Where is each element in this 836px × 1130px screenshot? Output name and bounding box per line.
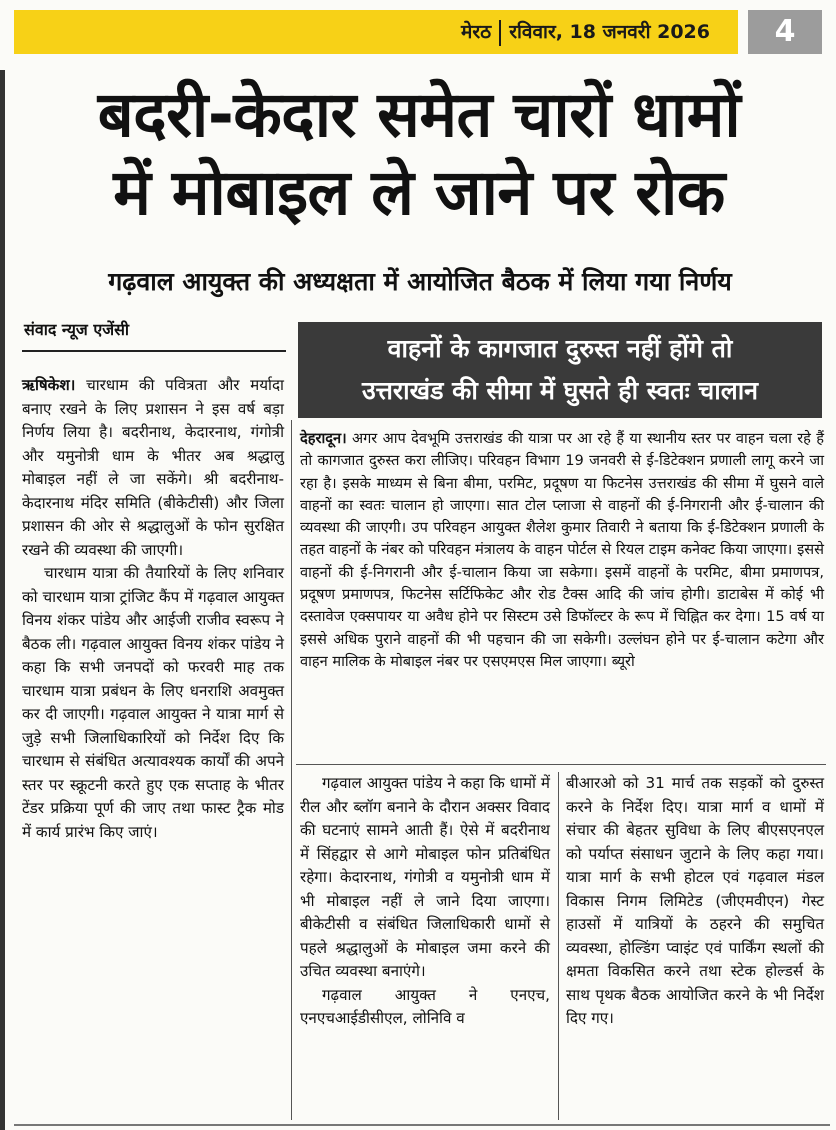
dateline-divider: [499, 20, 501, 46]
dateline: [461, 10, 710, 54]
article-paragraph-5: बीआरओ को 31 मार्च तक सड़कों को दुरुस्त करने के निर्देश दिए। यात्रा मार्ग व धामों में संचार की बेहतर सुविधा के लिए बीएसएनएल को पर्याप्त संसाधन जुटाने के लिए कहा गया। यात्रा मार्ग के सभी होटल एवं गढ़वाल मंडल विकास निगम लिमिटेड (जीएमवीएन) गेस्ट हाउसों में यात्रियों के ठहरने की समुचित व्यवस्था, होल्डिंग प्वाइंट एवं पार्किंग स्थलों की क्षमता विकसित करने तथा स्टेक होल्डर्स के साथ पृथक बैठक आयोजित करने के भी निर्देश दिए गए।: [566, 774, 824, 1027]
main-headline: [8, 76, 830, 232]
article-paragraph-4: गढ़वाल आयुक्त ने एनएच, एनएचआईडीसीएल, लोनिवि व: [300, 985, 550, 1027]
page-number: 4: [748, 10, 822, 54]
edition-date: रविवार, 18 जनवरी 2026: [509, 21, 710, 43]
byline: संवाद न्यूज एजेंसी: [24, 320, 130, 339]
column-divider-2: [558, 772, 559, 1120]
sidebar-paragraph: [300, 428, 824, 673]
sidebar-body-text: अगर आप देवभूमि उत्तराखंड की यात्रा पर आ रहे हैं या स्थानीय स्तर पर वाहन चला रहे हैं तो कागजात दुरुस्त करा लीजिए। परिवहन विभाग 19 जनवरी से ई-डिटेक्शन प्रणाली लागू करने जा रहा है। इसके माध्यम से बिना बीमा, परमिट, प्रदूषण या फिटनेस उत्तराखंड की सीमा में घुसने वाले वाहनों का स्वतः चालान हो जाएगा। सात टोल प्लाजा से वाहनों की ई-निगरानी और ई-चालान की व्यवस्था की जाएगी। उप परिवहन आयुक्त शैलेश कुमार तिवारी ने बताया कि ई-डिटेक्शन प्रणाली के तहत वाहनों के नंबर को परिवहन मंत्रालय के वाहन पोर्टल से रियल टाइम कनेक्ट किया जाएगा। इससे वाहनों की ई-निगरानी और ई-चालान किया जा सकेगा। इसमें वाहनों के परमिट, बीमा प्रमाणपत्र, प्रदूषण प्रमाणपत्र, फिटनेस सर्टिफिकेट और रोड टैक्स आदि की जांच होगी। डाटाबेस में कोई भी दस्तावेज एक्सपायर या अवैध होने पर सिस्टम उसे डिफॉल्टर के रूप में चिह्नित कर देगा। 15 वर्ष या इससे अधिक पुराने वाहनों की भी पहचान की जा सकेगी। उल्लंघन होने पर ई-चालान कटेगा और वाहन मालिक के मोबाइल नंबर पर एसएमएस मिल जाएगा। ब्यूरो: [300, 430, 824, 670]
article-paragraph-3: गढ़वाल आयुक्त पांडेय ने कहा कि धामों में रील और ब्लॉग बनाने के दौरान अक्सर विवाद की घटनाएं सामने आती हैं। ऐसे में बदरीनाथ में सिंहद्वार से आगे मोबाइल फोन प्रतिबंधित रहेगा। केदारनाथ, गंगोत्री व यमुनोत्री धाम में भी मोबाइल नहीं ले जाने दिया जाएगा। बीकेटीसी व संबंधित जिलाधिकारी धामों से पहले श्रद्धालुओं के मोबाइल जमा करने की उचित व्यवस्था बनाएंगे।: [300, 774, 550, 980]
dateline-place: ऋषिकेश।: [22, 376, 76, 394]
headline-line-1: बदरी-केदार समेत चारों धामों: [97, 78, 741, 151]
article-column-1: [22, 374, 284, 844]
article-column-3: [300, 772, 550, 1031]
byline-rule: [22, 350, 286, 352]
left-column-rule: [0, 70, 5, 1130]
footer-rule: [14, 1124, 830, 1126]
article-paragraph-2: चारधाम यात्रा की तैयारियों के लिए शनिवार को चारधाम यात्रा ट्रांजिट कैंप में गढ़वाल आयुक्त विनय शंकर पांडेय और आईजी राजीव स्वरूप ने बैठक ली। गढ़वाल आयुक्त विनय शंकर पांडेय ने कहा कि सभी जनपदों को फरवरी माह तक चारधाम यात्रा प्रबंधन के लिए धनराशि अवमुक्त कर दी जाएगी। गढ़वाल आयुक्त ने यात्रा मार्ग से जुड़े सभी जिलाधिकारियों को निर्देश दिए कि चारधाम से संबंधित अत्यावश्यक कार्यों की अपने स्तर पर स्क्रूटनी करते हुए एक सप्ताह के भीतर टेंडर प्रक्रिया पूर्ण की जाए तथा फास्ट ट्रैक मोड में कार्य प्रारंभ किए जाएं।: [22, 564, 284, 841]
article-paragraph-1: [22, 374, 284, 562]
sidebar-bottom-rule: [296, 764, 826, 765]
column-divider: [291, 420, 292, 1120]
sidebar-dateline-place: देहरादून।: [300, 430, 347, 447]
sidebar-headline: [298, 322, 822, 418]
sidebar-headline-line-1: वाहनों के कागजात दुरुस्त नहीं होंगे तो: [387, 334, 733, 363]
edition-city: मेरठ: [461, 21, 492, 43]
headline-line-2: में मोबाइल ले जाने पर रोक: [113, 156, 725, 229]
sidebar-headline-line-2: उत्तराखंड की सीमा में घुसते ही स्वतः चालान: [361, 376, 759, 405]
header-bar: [14, 10, 738, 54]
article-column-4: [566, 772, 824, 1031]
sub-headline: गढ़वाल आयुक्त की अध्यक्षता में आयोजित बैठक में लिया गया निर्णय: [108, 267, 732, 296]
sidebar-story-body: [300, 428, 824, 673]
paragraph-1-text: चारधाम की पवित्रता और मर्यादा बनाए रखने के लिए प्रशासन ने इस वर्ष बड़ा निर्णय लिया है। बदरीनाथ, केदारनाथ, गंगोत्री और यमुनोत्री धाम के भीतर अब श्रद्धालु मोबाइल नहीं ले जा सकेंगे। श्री बदरीनाथ-केदारनाथ मंदिर समिति (बीकेटीसी) और जिला प्रशासन की ओर से श्रद्धालुओं के फोन सुरक्षित रखने की व्यवस्था की जाएगी।: [22, 376, 284, 559]
